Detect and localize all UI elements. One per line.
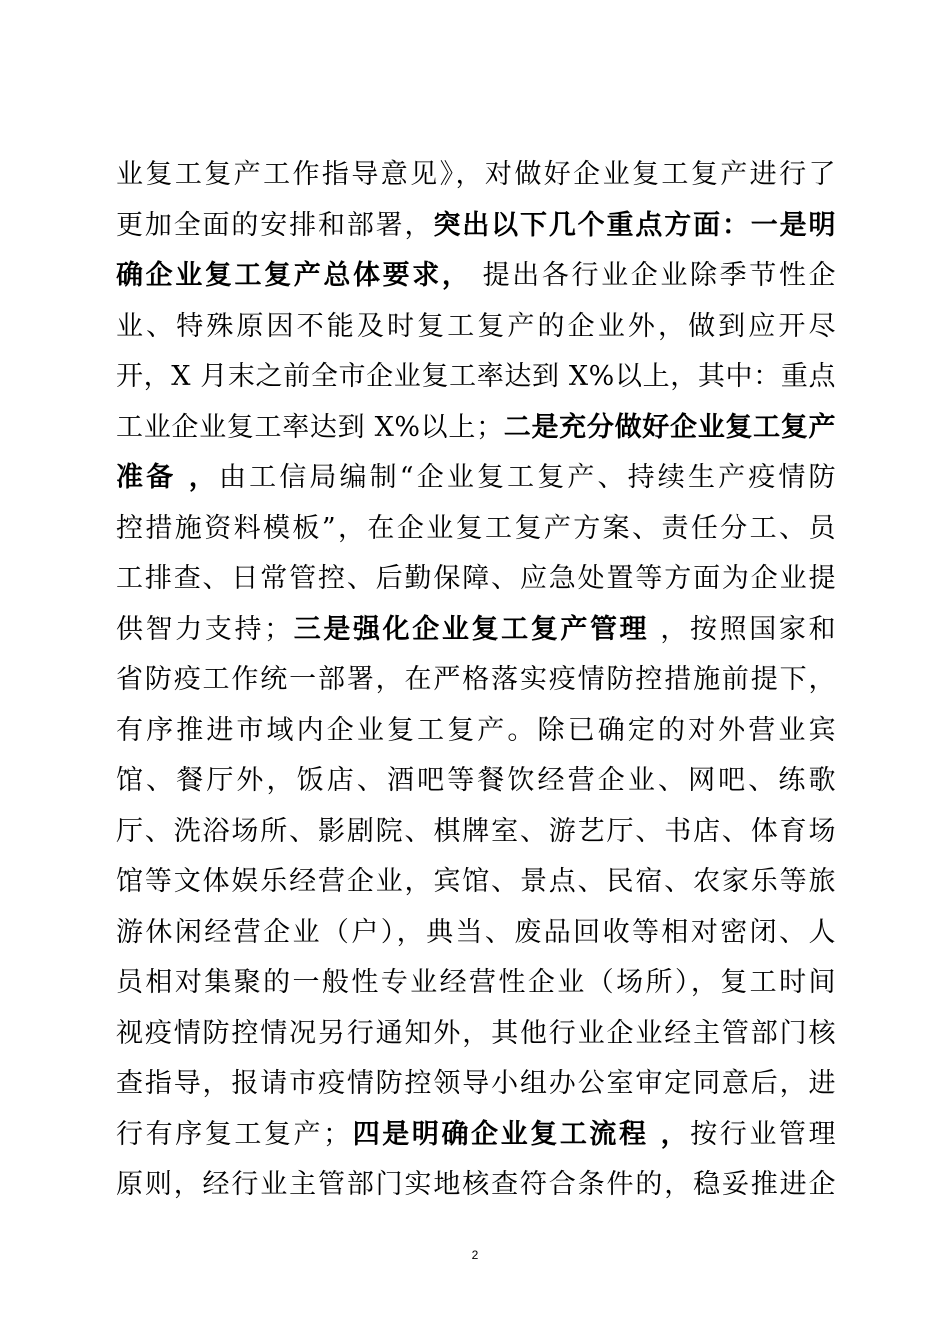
text-segment: 查指导，报请市疫情防控领导小组办公室审定同意后，进 bbox=[116, 1068, 836, 1099]
text-line bbox=[116, 201, 836, 252]
text-line bbox=[116, 302, 836, 353]
text-segment: 工排查、日常管控、后勤保障、应急处置等方面为企业提 bbox=[116, 563, 836, 594]
text-segment: 开，X 月末之前全市企业复工率达到 X%以上，其中：重点 bbox=[116, 361, 836, 392]
text-segment: 省防疫工作统一部署，在严格落实疫情防控措施前提下， bbox=[116, 664, 836, 695]
text-line bbox=[116, 504, 836, 555]
bold-text-segment: 准备 ， bbox=[116, 462, 219, 493]
text-segment: 由工信局编制“企业复工复产、持续生产疫情防 bbox=[218, 462, 836, 493]
text-segment: 按行业管理 bbox=[690, 1118, 837, 1150]
bold-text-segment: 确企业复工复产总体要求， bbox=[116, 260, 472, 291]
bold-text-segment: 三是强化企业复工复产管理 bbox=[291, 613, 650, 645]
text-segment: 员相对集聚的一般性专业经营性企业（场所），复工时间 bbox=[116, 967, 836, 998]
text-segment: 行有序复工复产； bbox=[116, 1118, 351, 1150]
text-line bbox=[116, 756, 836, 807]
bold-text-segment: 突出以下几个重点方面：一是明 bbox=[433, 209, 837, 241]
bold-text-segment: 二是充分做好企业复工复产 bbox=[503, 411, 836, 443]
text-segment: 馆、餐厅外，饭店、酒吧等餐饮经营企业、网吧、练歌 bbox=[116, 765, 836, 796]
text-segment: 有序推进市域内企业复工复产。除已确定的对外营业宾 bbox=[116, 714, 836, 746]
text-line bbox=[116, 251, 836, 302]
text-line bbox=[116, 403, 836, 454]
text-line bbox=[116, 958, 836, 1009]
text-segment: 控措施资料模板”，在企业复工复产方案、责任分工、员 bbox=[116, 512, 836, 544]
text-line bbox=[116, 908, 836, 959]
text-line bbox=[116, 1009, 836, 1060]
text-line bbox=[116, 605, 836, 656]
text-segment: 供智力支持； bbox=[116, 613, 292, 645]
text-line bbox=[116, 857, 836, 908]
text-segment: 业、特殊原因不能及时复工复产的企业外，做到应开尽 bbox=[116, 310, 836, 342]
body-paragraph bbox=[116, 150, 836, 1211]
text-line bbox=[116, 1160, 836, 1211]
text-line bbox=[116, 807, 836, 858]
text-segment: 厅、洗浴场所、影剧院、棋牌室、游艺厅、书店、体育场 bbox=[116, 815, 836, 847]
text-line bbox=[116, 1059, 836, 1110]
text-line bbox=[116, 655, 836, 706]
page-number: 2 bbox=[471, 1248, 479, 1262]
text-line bbox=[116, 554, 836, 605]
text-segment: 视疫情防控情况另行通知外，其他行业企业经主管部门核 bbox=[116, 1017, 836, 1049]
text-line bbox=[116, 453, 836, 504]
text-segment: 业复工复产工作指导意见》，对做好企业复工复产进行了 bbox=[116, 159, 836, 190]
text-segment: 更加全面的安排和部署， bbox=[116, 209, 434, 241]
text-line bbox=[116, 706, 836, 757]
text-segment: 原则，经行业主管部门实地核查符合条件的，稳妥推进企 bbox=[116, 1169, 836, 1200]
text-segment: 提出各行业企业除季节性企 bbox=[471, 260, 836, 291]
text-segment: ，按照国家和 bbox=[649, 613, 836, 645]
bold-text-segment: 四是明确企业复工流程 ， bbox=[350, 1118, 691, 1150]
text-line bbox=[116, 352, 836, 403]
text-segment: 馆等文体娱乐经营企业，宾馆、景点、民宿、农家乐等旅 bbox=[116, 866, 836, 897]
text-line bbox=[116, 150, 836, 201]
text-line bbox=[116, 1110, 836, 1161]
text-segment: 工业企业复工率达到 X%以上； bbox=[116, 411, 504, 443]
text-segment: 游休闲经营企业（户），典当、废品回收等相对密闭、人 bbox=[116, 916, 836, 948]
